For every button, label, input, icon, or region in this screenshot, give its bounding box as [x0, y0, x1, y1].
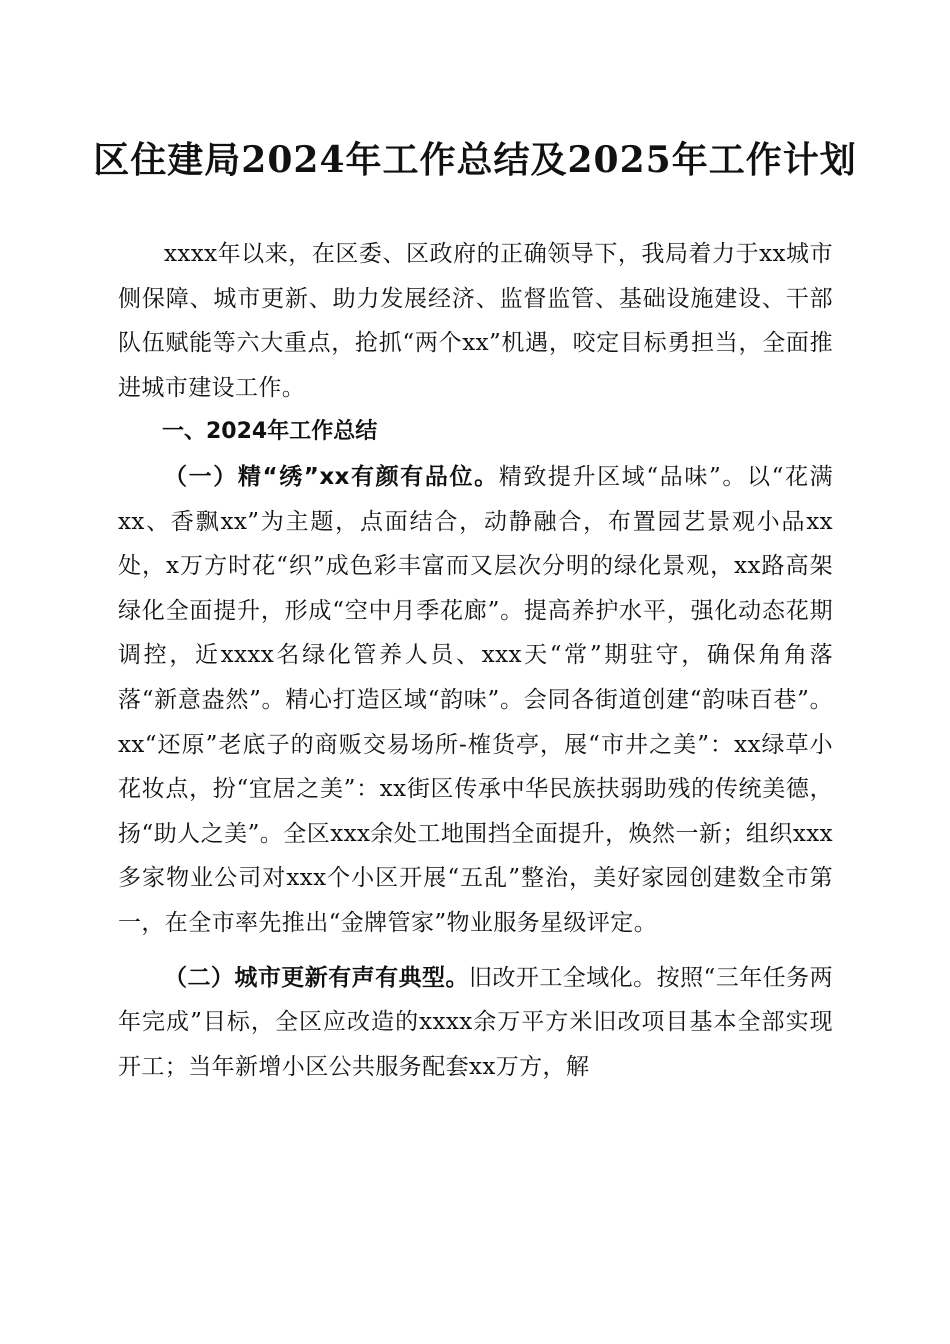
- section-heading: 一、2024年工作总结: [162, 419, 378, 445]
- paragraph-text-2: 旧改开工全域化。按照“三年任务两年完成”目标，全区应改造的xxxx余万平方米旧改项目基本全部实现开工；当年新增小区公共服务配套xx万方，解: [118, 964, 833, 1080]
- document-body: [118, 232, 833, 1089]
- section-paragraph-2: [118, 956, 833, 1090]
- intro-paragraph: xxxx年以来，在区委、区政府的正确领导下，我局着力于xx城市侧保障、城市更新、助力发展经济、监督监管、基础设施建设、干部队伍赋能等六大重点，抢抓“两个xx”机遇，咬定目标勇担当，全面推进城市建设工作。: [118, 241, 833, 401]
- paragraph-lead-2: （二）城市更新有声有典型。: [164, 964, 469, 991]
- section-paragraph-1: [118, 455, 833, 946]
- paragraph-text-1: 精致提升区域“品味”。以“花满xx、香飘xx”为主题，点面结合，动静融合，布置园艺景观小品xx处，x万方时花“织”成色彩丰富而又层次分明的绿化景观，xx路高架绿化全面提升，形成“空中月季花廊”。提高养护水平，强化动态花期调控，近xxxx名绿化管养人员、xxx天“常”期驻守，确保角角落落“新意盎然”。精心打造区域“韵味”。会同各街道创建“韵味百巷”。xx“还原”老底子的商贩交易场所-榷货亭，展“市井之美”：xx绿草小花妆点，扮“宜居之美”：xx街区传承中华民族扶弱助残的传统美德，扬“助人之美”。全区xxx余处工地围挡全面提升，焕然一新；组织xxx多家物业公司对xxx个小区开展“五乱”整治，美好家园创建数全市第一，在全市率先推出“金牌管家”物业服务星级评定。: [118, 463, 833, 936]
- document-title: 区住建局2024年工作总结及2025年工作计划: [93, 139, 857, 181]
- paragraph-lead-1: （一）精“绣”xx有颜有品位。: [164, 463, 499, 490]
